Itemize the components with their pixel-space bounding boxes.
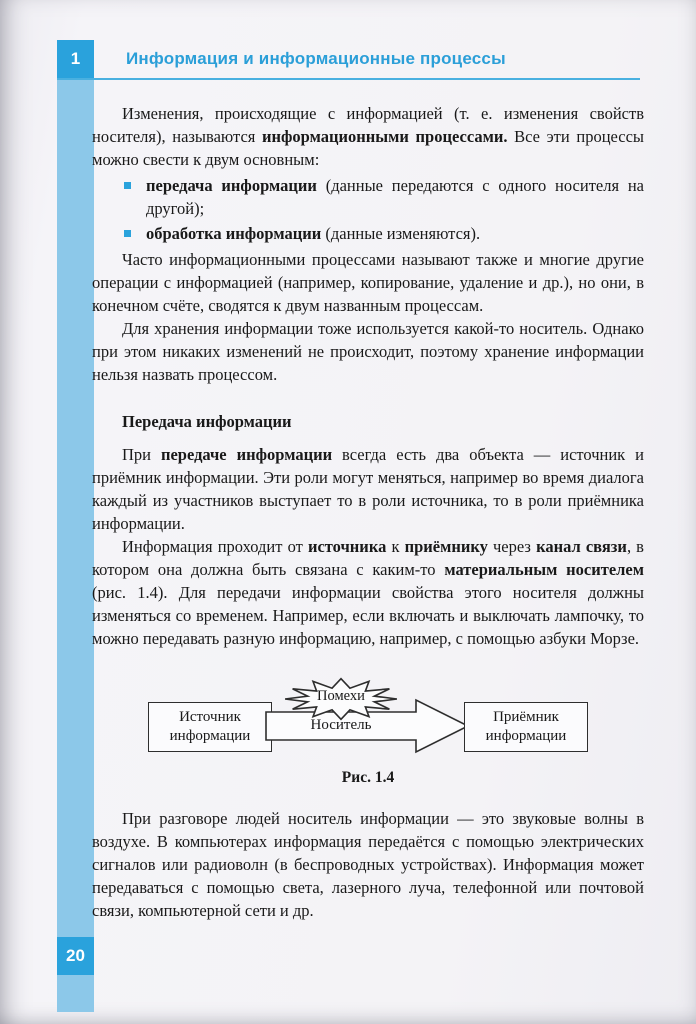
- paragraph-examples: При разговоре людей носитель информации — это звуковые волны в воздухе. В компьютерах информация передаётся с помощью электрических сигналов или радиоволн (в беспроводных устройствах). Информация может передаваться с помощью света, лазерного луча, телефонной или почтовой связи, компьютерной сети и др.: [92, 809, 644, 920]
- paragraph-transfer: При передаче информации всегда есть два объекта — источник и приёмник информации. Эти роли могут меняться, например во время диалога каждый из участников выступает то в роли источника, то в роли приёмника информации.: [92, 445, 644, 533]
- figure-diagram: [148, 676, 588, 760]
- paragraph-storage: Для хранения информации тоже используется какой-то носитель. Однако при этом никаких изменений не происходит, поэтому хранение информации нельзя назвать процессом.: [92, 319, 644, 384]
- page-number-badge: [57, 937, 94, 975]
- chapter-number-badge: [57, 40, 94, 78]
- source-box: Источник информации: [148, 702, 272, 752]
- bullet-icon: [124, 182, 131, 189]
- noise-label: Помехи: [317, 688, 365, 704]
- figure-caption: Рис. 1.4: [341, 769, 395, 786]
- list-item: [122, 174, 644, 220]
- list-item: [122, 222, 644, 245]
- header-rule: [57, 78, 640, 80]
- list-item-text: обработка информации (данные изменяются).: [146, 224, 481, 243]
- paragraph-intro: Изменения, происходящие с информацией (т. е. изменения свойств носителя), называются информационными процессами. Все эти процессы можно свести к двум основным:: [92, 104, 644, 169]
- chapter-title: Информация и информационные процессы: [126, 49, 506, 68]
- list-item-text: передача информации (данные передаются с одного носителя на другой);: [146, 176, 645, 218]
- section-heading: Передача информации: [122, 412, 292, 431]
- receiver-box: Приёмник информации: [464, 702, 588, 752]
- chapter-side-strip: [57, 40, 94, 1012]
- paragraph-channel: Информация проходит от источника к приёмнику через канал связи, в котором она должна быть связана с каким-то материальным носителем (рис. 1.4). Для передачи информации свойства этого носителя должны изменяться со временем. Например, если включать и выключать лампочку, то можно передавать разную информацию, например, с помощью азбуки Морзе.: [92, 537, 644, 648]
- page-number: 20: [66, 946, 85, 965]
- chapter-number: 1: [70, 49, 81, 68]
- carrier-label: Носитель: [310, 717, 372, 733]
- bullet-list: [122, 174, 644, 245]
- paragraph-processes: Часто информационными процессами называют также и многие другие операции с информацией (например, копирование, удаление и др.), но они, в конечном счёте, сводятся к двум названным процессам.: [92, 250, 644, 315]
- bullet-icon: [124, 230, 131, 237]
- page-content: [92, 102, 644, 922]
